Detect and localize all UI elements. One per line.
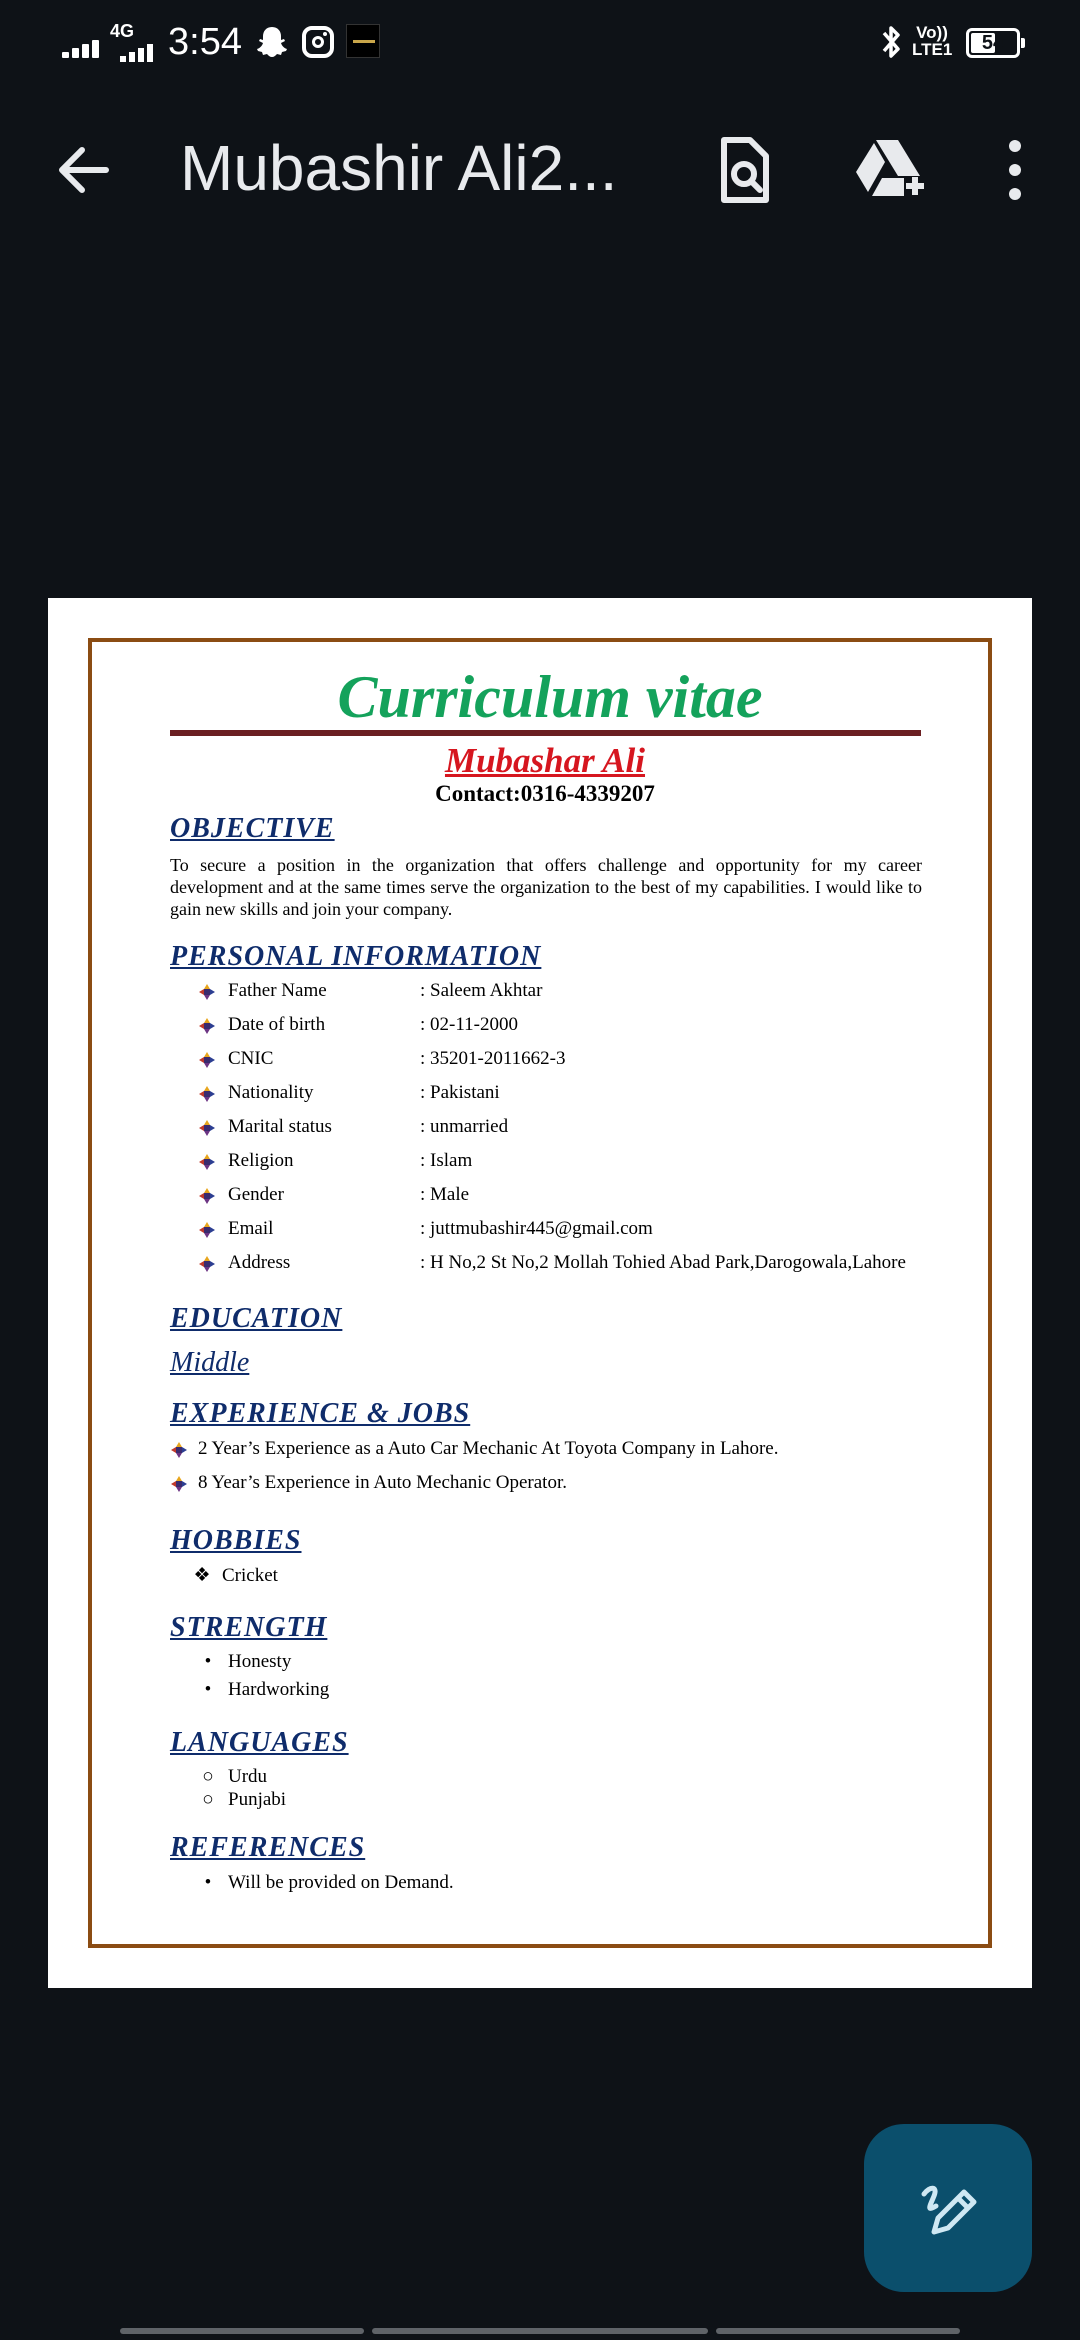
battery-icon xyxy=(966,28,1020,58)
personal-info-value: : juttmubashir445@gmail.com xyxy=(420,1218,653,1239)
back-arrow-icon[interactable] xyxy=(44,130,124,210)
personal-info-value: : unmarried xyxy=(420,1116,509,1137)
cv-title: Curriculum vitae xyxy=(337,664,763,730)
personal-info-label: Email xyxy=(228,1218,274,1239)
document-title: Mubashir Ali2... xyxy=(180,132,618,204)
edit-pen-icon xyxy=(914,2174,982,2242)
education-heading: EDUCATION xyxy=(170,1303,343,1334)
personal-info-heading: PERSONAL INFORMATION xyxy=(170,941,542,972)
personal-info-label: CNIC xyxy=(228,1048,274,1069)
strength-heading: STRENGTH xyxy=(170,1612,328,1643)
volte-label: Vo)) xyxy=(916,23,948,42)
personal-info-value: : 35201-2011662-3 xyxy=(420,1048,566,1069)
personal-info-value: : Islam xyxy=(420,1150,473,1171)
gesture-bar-right xyxy=(716,2328,960,2334)
applicant-name: Mubashar Ali xyxy=(444,741,646,780)
languages-text: Urdu xyxy=(228,1766,268,1787)
arrow-bullet-icon xyxy=(198,1119,216,1137)
personal-info-row xyxy=(198,1248,928,1278)
snapchat-icon xyxy=(254,24,290,60)
personal-info-value: : Pakistani xyxy=(420,1082,500,1103)
references-text: Will be provided on Demand. xyxy=(228,1872,454,1893)
personal-info-row xyxy=(198,1078,928,1108)
mobile-data-icon xyxy=(108,22,158,62)
clock: 3:54 xyxy=(168,21,242,63)
app-bar xyxy=(0,110,1080,230)
arrow-bullet-icon xyxy=(170,1475,188,1493)
personal-info-value: : Male xyxy=(420,1184,470,1205)
personal-info-label: Gender xyxy=(228,1184,284,1205)
arrow-bullet-icon xyxy=(198,983,216,1001)
arrow-bullet-icon xyxy=(198,1153,216,1171)
title-divider xyxy=(170,730,921,736)
personal-info-value: : 02-11-2000 xyxy=(420,1014,518,1035)
personal-info-row xyxy=(198,1044,928,1074)
hobbies-heading: HOBBIES xyxy=(170,1525,302,1556)
personal-info-label: Religion xyxy=(228,1150,294,1171)
personal-info-row xyxy=(198,1010,928,1040)
strength-text: Hardworking xyxy=(228,1679,330,1700)
bullet-marker: ❖ xyxy=(193,1565,211,1586)
battery-level: 54 xyxy=(981,32,1005,54)
personal-info-value: : H No,2 St No,2 Mollah Tohied Abad Park,Darogowala,Lahore xyxy=(420,1252,906,1273)
bullet-marker: • xyxy=(204,1872,212,1893)
personal-info-row xyxy=(198,1180,928,1210)
experience-text: 2 Year’s Experience as a Auto Car Mechanic At Toyota Company in Lahore. xyxy=(198,1438,779,1459)
arrow-bullet-icon xyxy=(198,1085,216,1103)
bullet-marker: ○ xyxy=(202,1766,214,1787)
signal-icon xyxy=(62,40,102,58)
arrow-bullet-icon xyxy=(198,1255,216,1273)
instagram-icon xyxy=(302,26,334,58)
personal-info-label: Date of birth xyxy=(228,1014,326,1035)
bullet-marker: • xyxy=(204,1679,212,1700)
arrow-bullet-icon xyxy=(170,1441,188,1459)
volte-line-label: LTE1 xyxy=(912,40,953,59)
page-border xyxy=(88,638,992,1948)
personal-info-row xyxy=(198,1146,928,1176)
languages-text: Punjabi xyxy=(228,1789,287,1810)
personal-info-value: : Saleem Akhtar xyxy=(420,980,543,1001)
strength-text: Honesty xyxy=(228,1651,292,1672)
personal-info-row xyxy=(198,1214,928,1244)
app-notification-icon xyxy=(346,24,380,58)
languages-heading: LANGUAGES xyxy=(170,1727,349,1758)
education-level: Middle xyxy=(170,1347,250,1378)
arrow-bullet-icon xyxy=(198,1051,216,1069)
contact-number: Contact:0316-4339207 xyxy=(435,781,655,806)
bullet-marker: ○ xyxy=(202,1789,214,1810)
arrow-bullet-icon xyxy=(198,1187,216,1205)
hobbies-text: Cricket xyxy=(222,1565,278,1586)
gesture-bar-center xyxy=(372,2328,708,2334)
status-bar xyxy=(0,0,1080,84)
personal-info-label: Address xyxy=(228,1252,291,1273)
objective-text: To secure a position in the organization that offers challenge and opportunity for my career development and at the same times serve the organization to the best of my capabilities. I would like to gain new skills and join your company. xyxy=(170,855,922,919)
personal-info-row xyxy=(198,976,928,1006)
volte-icon xyxy=(912,24,952,60)
experience-heading: EXPERIENCE & JOBS xyxy=(170,1398,471,1429)
document-page[interactable] xyxy=(48,598,1032,1988)
gesture-bar-left xyxy=(120,2328,364,2334)
objective-heading: OBJECTIVE xyxy=(170,813,335,844)
arrow-bullet-icon xyxy=(198,1017,216,1035)
personal-info-label: Father Name xyxy=(228,980,327,1001)
bluetooth-icon xyxy=(876,22,906,62)
references-heading: REFERENCES xyxy=(170,1832,366,1863)
arrow-bullet-icon xyxy=(198,1221,216,1239)
personal-info-row xyxy=(198,1112,928,1142)
network-type: 4G xyxy=(110,21,135,41)
find-in-document-icon[interactable] xyxy=(704,130,784,210)
experience-text: 8 Year’s Experience in Auto Mechanic Operator. xyxy=(198,1472,567,1493)
personal-info-label: Nationality xyxy=(228,1082,314,1103)
bullet-marker: • xyxy=(204,1651,212,1672)
personal-info-label: Marital status xyxy=(228,1116,332,1137)
more-options-icon[interactable] xyxy=(990,130,1040,210)
add-to-drive-icon[interactable] xyxy=(848,130,928,210)
edit-fab-button[interactable] xyxy=(864,2124,1032,2292)
